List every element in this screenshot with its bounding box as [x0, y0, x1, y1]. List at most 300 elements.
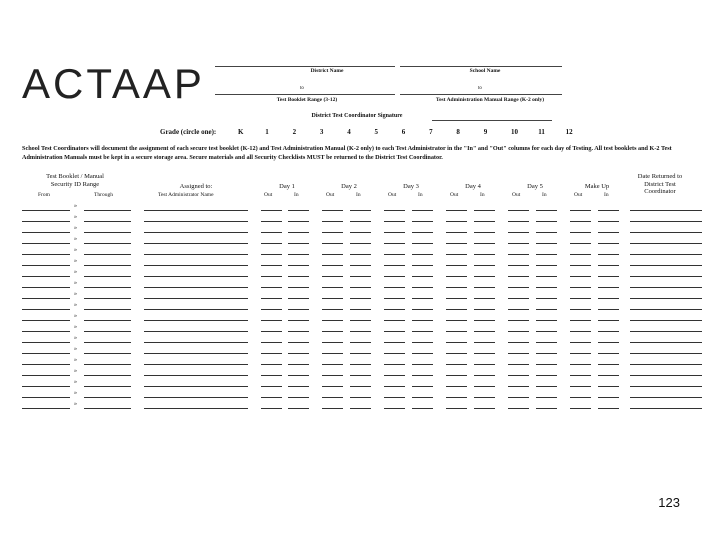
entry-line[interactable] — [84, 364, 131, 365]
entry-line[interactable] — [384, 320, 405, 321]
entry-line[interactable] — [412, 265, 433, 266]
entry-line[interactable] — [598, 386, 619, 387]
entry-line[interactable] — [570, 243, 591, 244]
entry-line[interactable] — [350, 276, 371, 277]
entry-line[interactable] — [144, 276, 248, 277]
entry-line[interactable] — [322, 221, 343, 222]
entry-line[interactable] — [446, 276, 467, 277]
entry-line[interactable] — [536, 386, 557, 387]
entry-line[interactable] — [22, 298, 70, 299]
entry-line[interactable] — [144, 331, 248, 332]
entry-line[interactable] — [508, 386, 529, 387]
entry-line[interactable] — [446, 221, 467, 222]
entry-line[interactable] — [598, 320, 619, 321]
entry-line[interactable] — [536, 331, 557, 332]
grade-option[interactable]: 10 — [511, 128, 518, 136]
grade-option[interactable]: K — [238, 128, 244, 136]
entry-line[interactable] — [630, 386, 702, 387]
entry-line[interactable] — [261, 276, 282, 277]
entry-line[interactable] — [288, 397, 309, 398]
entry-line[interactable] — [598, 210, 619, 211]
entry-line[interactable] — [144, 265, 248, 266]
entry-line[interactable] — [144, 408, 248, 409]
entry-line[interactable] — [22, 375, 70, 376]
entry-line[interactable] — [508, 342, 529, 343]
entry-line[interactable] — [598, 243, 619, 244]
entry-line[interactable] — [144, 210, 248, 211]
entry-line[interactable] — [630, 353, 702, 354]
entry-line[interactable] — [261, 210, 282, 211]
entry-line[interactable] — [350, 331, 371, 332]
grade-option[interactable]: 8 — [456, 128, 460, 136]
entry-line[interactable] — [322, 298, 343, 299]
entry-line[interactable] — [22, 287, 70, 288]
entry-line[interactable] — [288, 364, 309, 365]
entry-line[interactable] — [536, 364, 557, 365]
entry-line[interactable] — [570, 221, 591, 222]
entry-line[interactable] — [474, 221, 495, 222]
entry-line[interactable] — [384, 210, 405, 211]
entry-line[interactable] — [412, 375, 433, 376]
entry-line[interactable] — [630, 232, 702, 233]
entry-line[interactable] — [412, 353, 433, 354]
entry-line[interactable] — [350, 265, 371, 266]
entry-line[interactable] — [384, 243, 405, 244]
entry-line[interactable] — [350, 364, 371, 365]
entry-line[interactable] — [598, 397, 619, 398]
grade-option[interactable]: 11 — [538, 128, 545, 136]
entry-line[interactable] — [446, 408, 467, 409]
entry-line[interactable] — [412, 364, 433, 365]
entry-line[interactable] — [322, 364, 343, 365]
entry-line[interactable] — [22, 309, 70, 310]
entry-line[interactable] — [322, 232, 343, 233]
entry-line[interactable] — [630, 243, 702, 244]
entry-line[interactable] — [22, 232, 70, 233]
entry-line[interactable] — [350, 397, 371, 398]
entry-line[interactable] — [84, 254, 131, 255]
entry-line[interactable] — [536, 342, 557, 343]
entry-line[interactable] — [474, 364, 495, 365]
entry-line[interactable] — [598, 353, 619, 354]
entry-line[interactable] — [22, 331, 70, 332]
entry-line[interactable] — [508, 309, 529, 310]
entry-line[interactable] — [84, 265, 131, 266]
entry-line[interactable] — [144, 375, 248, 376]
entry-line[interactable] — [508, 221, 529, 222]
grade-option[interactable]: 3 — [319, 128, 324, 136]
entry-line[interactable] — [261, 254, 282, 255]
entry-line[interactable] — [84, 309, 131, 310]
grade-option[interactable]: 4 — [347, 128, 351, 136]
entry-line[interactable] — [22, 397, 70, 398]
entry-line[interactable] — [288, 210, 309, 211]
entry-line[interactable] — [570, 287, 591, 288]
entry-line[interactable] — [446, 232, 467, 233]
entry-line[interactable] — [288, 232, 309, 233]
entry-line[interactable] — [508, 331, 529, 332]
entry-line[interactable] — [598, 287, 619, 288]
entry-line[interactable] — [261, 320, 282, 321]
entry-line[interactable] — [412, 386, 433, 387]
entry-line[interactable] — [508, 397, 529, 398]
entry-line[interactable] — [144, 298, 248, 299]
entry-line[interactable] — [84, 386, 131, 387]
entry-line[interactable] — [322, 243, 343, 244]
entry-line[interactable] — [570, 276, 591, 277]
entry-line[interactable] — [536, 276, 557, 277]
entry-line[interactable] — [384, 276, 405, 277]
entry-line[interactable] — [322, 254, 343, 255]
entry-line[interactable] — [598, 408, 619, 409]
entry-line[interactable] — [570, 375, 591, 376]
entry-line[interactable] — [288, 265, 309, 266]
entry-line[interactable] — [261, 309, 282, 310]
entry-line[interactable] — [22, 342, 70, 343]
entry-line[interactable] — [261, 232, 282, 233]
entry-line[interactable] — [630, 397, 702, 398]
entry-line[interactable] — [598, 254, 619, 255]
entry-line[interactable] — [322, 342, 343, 343]
entry-line[interactable] — [84, 375, 131, 376]
entry-line[interactable] — [144, 342, 248, 343]
entry-line[interactable] — [22, 386, 70, 387]
entry-line[interactable] — [412, 287, 433, 288]
entry-line[interactable] — [261, 243, 282, 244]
entry-line[interactable] — [508, 320, 529, 321]
entry-line[interactable] — [288, 298, 309, 299]
entry-line[interactable] — [261, 342, 282, 343]
entry-line[interactable] — [598, 364, 619, 365]
entry-line[interactable] — [630, 331, 702, 332]
entry-line[interactable] — [598, 331, 619, 332]
entry-line[interactable] — [288, 276, 309, 277]
entry-line[interactable] — [570, 386, 591, 387]
grade-option[interactable]: 6 — [401, 128, 406, 136]
entry-line[interactable] — [384, 287, 405, 288]
entry-line[interactable] — [288, 331, 309, 332]
entry-line[interactable] — [412, 221, 433, 222]
entry-line[interactable] — [261, 397, 282, 398]
entry-line[interactable] — [144, 386, 248, 387]
entry-line[interactable] — [322, 210, 343, 211]
entry-line[interactable] — [412, 210, 433, 211]
entry-line[interactable] — [598, 221, 619, 222]
entry-line[interactable] — [630, 254, 702, 255]
entry-line[interactable] — [84, 221, 131, 222]
entry-line[interactable] — [322, 287, 343, 288]
entry-line[interactable] — [508, 265, 529, 266]
entry-line[interactable] — [412, 342, 433, 343]
grade-option[interactable]: 5 — [374, 128, 378, 136]
entry-line[interactable] — [350, 232, 371, 233]
entry-line[interactable] — [508, 298, 529, 299]
entry-line[interactable] — [288, 320, 309, 321]
entry-line[interactable] — [322, 309, 343, 310]
entry-line[interactable] — [261, 221, 282, 222]
entry-line[interactable] — [570, 408, 591, 409]
entry-line[interactable] — [384, 254, 405, 255]
entry-line[interactable] — [144, 243, 248, 244]
entry-line[interactable] — [144, 397, 248, 398]
entry-line[interactable] — [474, 342, 495, 343]
entry-line[interactable] — [412, 397, 433, 398]
entry-line[interactable] — [288, 221, 309, 222]
entry-line[interactable] — [474, 232, 495, 233]
entry-line[interactable] — [536, 210, 557, 211]
entry-line[interactable] — [288, 254, 309, 255]
entry-line[interactable] — [84, 408, 131, 409]
entry-line[interactable] — [412, 254, 433, 255]
entry-line[interactable] — [570, 342, 591, 343]
entry-line[interactable] — [322, 320, 343, 321]
entry-line[interactable] — [22, 221, 70, 222]
entry-line[interactable] — [261, 375, 282, 376]
entry-line[interactable] — [598, 276, 619, 277]
entry-line[interactable] — [350, 309, 371, 310]
entry-line[interactable] — [22, 364, 70, 365]
entry-line[interactable] — [384, 221, 405, 222]
entry-line[interactable] — [630, 408, 702, 409]
entry-line[interactable] — [322, 408, 343, 409]
entry-line[interactable] — [536, 309, 557, 310]
entry-line[interactable] — [598, 298, 619, 299]
entry-line[interactable] — [446, 364, 467, 365]
entry-line[interactable] — [384, 309, 405, 310]
entry-line[interactable] — [536, 254, 557, 255]
entry-line[interactable] — [261, 364, 282, 365]
entry-line[interactable] — [288, 287, 309, 288]
entry-line[interactable] — [630, 210, 702, 211]
entry-line[interactable] — [474, 353, 495, 354]
entry-line[interactable] — [536, 221, 557, 222]
entry-line[interactable] — [288, 353, 309, 354]
entry-line[interactable] — [261, 298, 282, 299]
entry-line[interactable] — [350, 342, 371, 343]
entry-line[interactable] — [22, 353, 70, 354]
entry-line[interactable] — [630, 221, 702, 222]
entry-line[interactable] — [412, 276, 433, 277]
entry-line[interactable] — [384, 364, 405, 365]
entry-line[interactable] — [508, 287, 529, 288]
entry-line[interactable] — [570, 254, 591, 255]
entry-line[interactable] — [412, 232, 433, 233]
entry-line[interactable] — [22, 210, 70, 211]
entry-line[interactable] — [446, 243, 467, 244]
entry-line[interactable] — [288, 309, 309, 310]
entry-line[interactable] — [350, 353, 371, 354]
entry-line[interactable] — [322, 265, 343, 266]
entry-line[interactable] — [446, 320, 467, 321]
entry-line[interactable] — [350, 386, 371, 387]
entry-line[interactable] — [446, 309, 467, 310]
entry-line[interactable] — [84, 243, 131, 244]
entry-line[interactable] — [446, 397, 467, 398]
entry-line[interactable] — [446, 265, 467, 266]
entry-line[interactable] — [288, 375, 309, 376]
entry-line[interactable] — [570, 210, 591, 211]
entry-line[interactable] — [84, 353, 131, 354]
entry-line[interactable] — [22, 408, 70, 409]
entry-line[interactable] — [84, 210, 131, 211]
entry-line[interactable] — [322, 386, 343, 387]
grade-option[interactable]: 12 — [565, 128, 573, 136]
entry-line[interactable] — [474, 408, 495, 409]
entry-line[interactable] — [384, 375, 405, 376]
entry-line[interactable] — [412, 243, 433, 244]
grade-option[interactable]: 7 — [429, 128, 433, 136]
entry-line[interactable] — [22, 320, 70, 321]
entry-line[interactable] — [322, 375, 343, 376]
entry-line[interactable] — [630, 342, 702, 343]
entry-line[interactable] — [350, 221, 371, 222]
entry-line[interactable] — [84, 320, 131, 321]
entry-line[interactable] — [322, 397, 343, 398]
entry-line[interactable] — [84, 287, 131, 288]
entry-line[interactable] — [446, 210, 467, 211]
grade-option[interactable]: 1 — [265, 128, 269, 136]
entry-line[interactable] — [508, 232, 529, 233]
entry-line[interactable] — [598, 232, 619, 233]
entry-line[interactable] — [536, 353, 557, 354]
entry-line[interactable] — [598, 265, 619, 266]
entry-line[interactable] — [446, 353, 467, 354]
entry-line[interactable] — [288, 408, 309, 409]
entry-line[interactable] — [474, 265, 495, 266]
entry-line[interactable] — [350, 375, 371, 376]
entry-line[interactable] — [350, 287, 371, 288]
entry-line[interactable] — [350, 320, 371, 321]
entry-line[interactable] — [22, 265, 70, 266]
entry-line[interactable] — [474, 309, 495, 310]
entry-line[interactable] — [84, 276, 131, 277]
entry-line[interactable] — [598, 309, 619, 310]
entry-line[interactable] — [261, 408, 282, 409]
entry-line[interactable] — [570, 397, 591, 398]
entry-line[interactable] — [288, 243, 309, 244]
entry-line[interactable] — [446, 331, 467, 332]
entry-line[interactable] — [474, 320, 495, 321]
entry-line[interactable] — [322, 353, 343, 354]
entry-line[interactable] — [508, 353, 529, 354]
grade-option[interactable]: 2 — [292, 128, 297, 136]
entry-line[interactable] — [261, 386, 282, 387]
entry-line[interactable] — [536, 287, 557, 288]
entry-line[interactable] — [446, 287, 467, 288]
entry-line[interactable] — [570, 298, 591, 299]
entry-line[interactable] — [474, 375, 495, 376]
entry-line[interactable] — [446, 298, 467, 299]
entry-line[interactable] — [84, 232, 131, 233]
entry-line[interactable] — [474, 397, 495, 398]
entry-line[interactable] — [508, 210, 529, 211]
entry-line[interactable] — [384, 408, 405, 409]
entry-line[interactable] — [446, 342, 467, 343]
entry-line[interactable] — [84, 397, 131, 398]
entry-line[interactable] — [261, 265, 282, 266]
entry-line[interactable] — [536, 397, 557, 398]
entry-line[interactable] — [350, 243, 371, 244]
entry-line[interactable] — [384, 353, 405, 354]
entry-line[interactable] — [536, 243, 557, 244]
entry-line[interactable] — [412, 331, 433, 332]
entry-line[interactable] — [412, 320, 433, 321]
entry-line[interactable] — [384, 342, 405, 343]
entry-line[interactable] — [412, 298, 433, 299]
entry-line[interactable] — [474, 243, 495, 244]
entry-line[interactable] — [350, 254, 371, 255]
entry-line[interactable] — [412, 309, 433, 310]
entry-line[interactable] — [570, 320, 591, 321]
entry-line[interactable] — [570, 265, 591, 266]
entry-line[interactable] — [474, 210, 495, 211]
grade-option[interactable]: 9 — [483, 128, 488, 136]
entry-line[interactable] — [570, 331, 591, 332]
entry-line[interactable] — [630, 364, 702, 365]
entry-line[interactable] — [84, 298, 131, 299]
entry-line[interactable] — [570, 232, 591, 233]
entry-line[interactable] — [350, 298, 371, 299]
entry-line[interactable] — [261, 287, 282, 288]
entry-line[interactable] — [384, 397, 405, 398]
entry-line[interactable] — [598, 375, 619, 376]
entry-line[interactable] — [261, 353, 282, 354]
entry-line[interactable] — [384, 232, 405, 233]
entry-line[interactable] — [508, 375, 529, 376]
entry-line[interactable] — [261, 331, 282, 332]
entry-line[interactable] — [288, 342, 309, 343]
entry-line[interactable] — [474, 298, 495, 299]
entry-line[interactable] — [630, 320, 702, 321]
entry-line[interactable] — [508, 276, 529, 277]
entry-line[interactable] — [536, 265, 557, 266]
entry-line[interactable] — [630, 375, 702, 376]
entry-line[interactable] — [630, 276, 702, 277]
entry-line[interactable] — [446, 375, 467, 376]
entry-line[interactable] — [84, 342, 131, 343]
entry-line[interactable] — [144, 309, 248, 310]
entry-line[interactable] — [536, 408, 557, 409]
entry-line[interactable] — [536, 375, 557, 376]
entry-line[interactable] — [474, 287, 495, 288]
entry-line[interactable] — [384, 265, 405, 266]
entry-line[interactable] — [144, 353, 248, 354]
entry-line[interactable] — [446, 386, 467, 387]
entry-line[interactable] — [630, 265, 702, 266]
entry-line[interactable] — [474, 386, 495, 387]
entry-line[interactable] — [508, 364, 529, 365]
entry-line[interactable] — [350, 408, 371, 409]
entry-line[interactable] — [144, 320, 248, 321]
entry-line[interactable] — [144, 364, 248, 365]
entry-line[interactable] — [22, 276, 70, 277]
entry-line[interactable] — [144, 287, 248, 288]
entry-line[interactable] — [630, 298, 702, 299]
entry-line[interactable] — [144, 254, 248, 255]
entry-line[interactable] — [630, 287, 702, 288]
entry-line[interactable] — [288, 386, 309, 387]
entry-line[interactable] — [322, 276, 343, 277]
entry-line[interactable] — [84, 331, 131, 332]
entry-line[interactable] — [384, 298, 405, 299]
entry-line[interactable] — [598, 342, 619, 343]
entry-line[interactable] — [474, 331, 495, 332]
entry-line[interactable] — [630, 309, 702, 310]
entry-line[interactable] — [536, 320, 557, 321]
entry-line[interactable] — [144, 221, 248, 222]
entry-line[interactable] — [144, 232, 248, 233]
entry-line[interactable] — [384, 331, 405, 332]
